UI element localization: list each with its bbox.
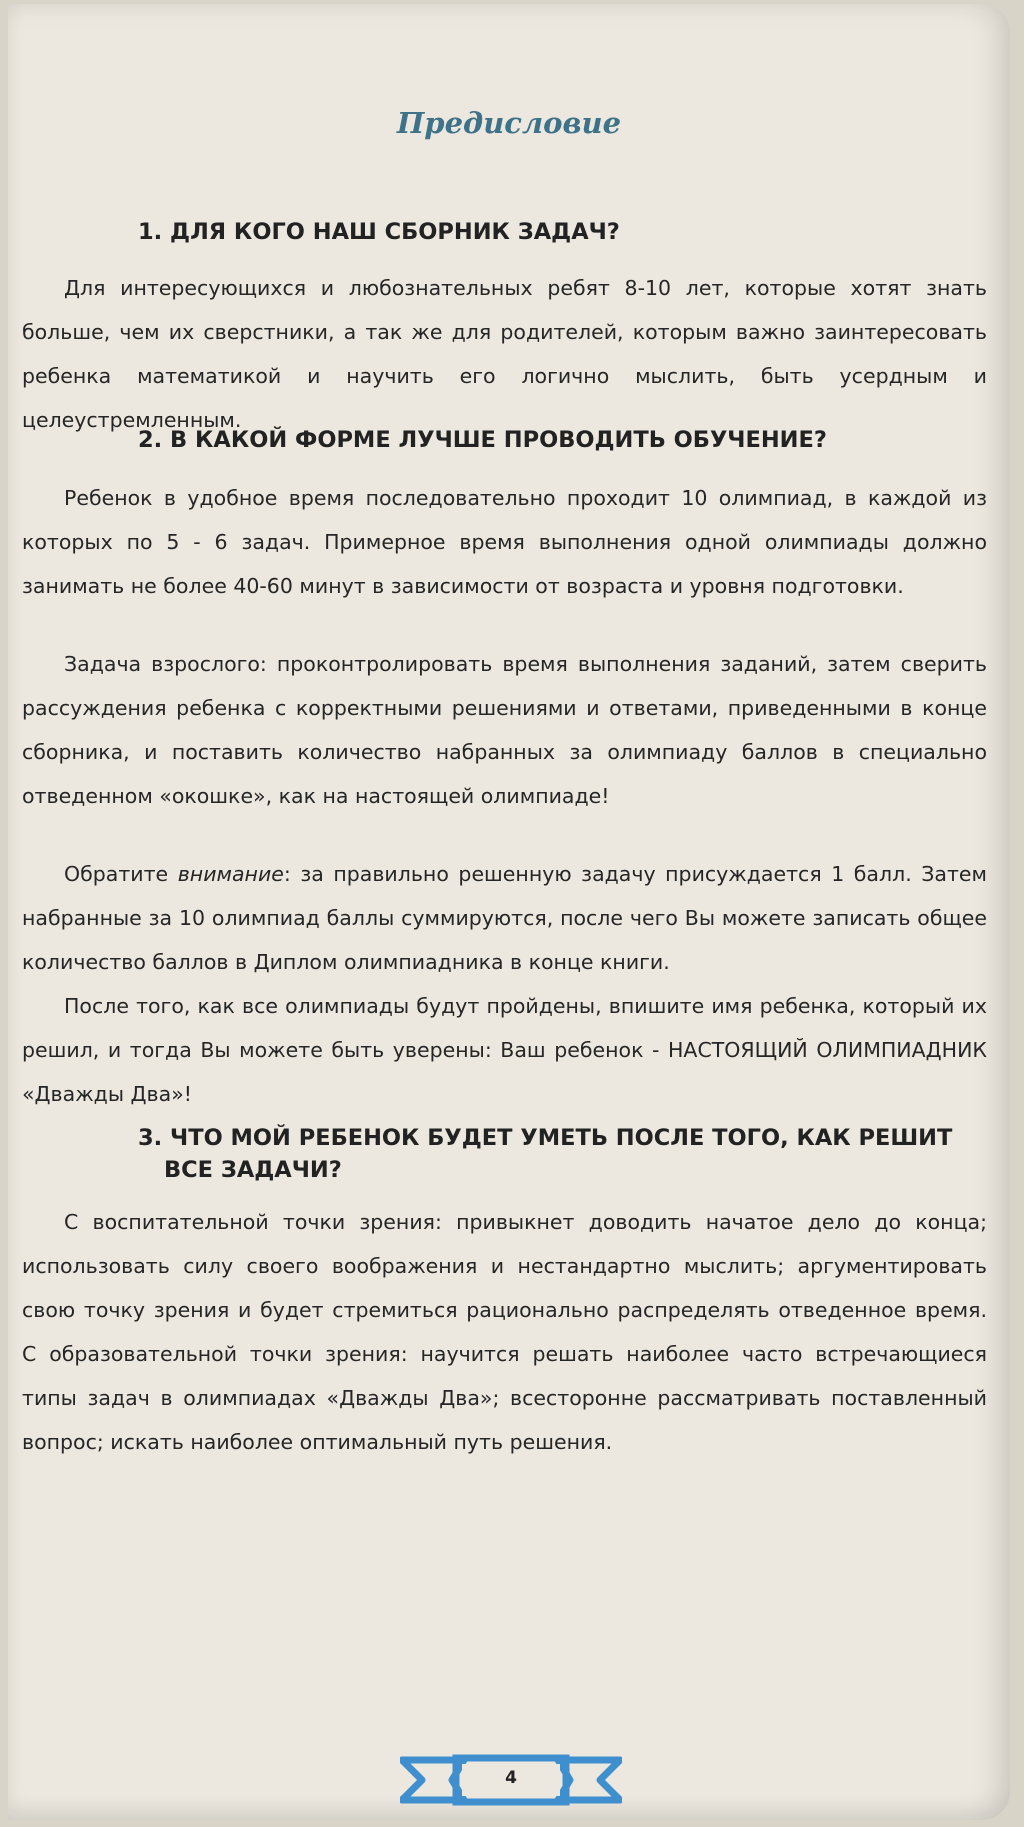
paragraph3-rest: : за правильно решенную задачу присуждается 1 балл. Затем набранные за 10 олимпиад баллы суммируются, после чего Вы можете записать общее количество баллов в Диплом олимпиадника в конце книги. <box>22 862 987 974</box>
attention-word: внимание <box>177 862 284 886</box>
paragraph3-intro: Обратите <box>64 862 178 886</box>
page-title: Предисловие <box>396 106 622 140</box>
section2-paragraph4: После того, как все олимпиады будут пройдены, впишите имя ребенка, который их решил, и тогда Вы можете быть уверены: Ваш ребенок - НАСТОЯЩИЙ ОЛИМПИАДНИК «Дважды Два»! <box>22 994 987 1106</box>
section3-heading-line1: 3. ЧТО МОЙ РЕБЕНОК БУДЕТ УМЕТЬ ПОСЛЕ ТОГО, КАК РЕШИТ <box>138 1125 953 1151</box>
book-page <box>8 4 1010 1820</box>
section3-heading-line2: ВСЕ ЗАДАЧИ? <box>164 1157 342 1183</box>
section3-paragraph: С воспитательной точки зрения: привыкнет доводить начатое дело до конца; использовать силу своего воображения и нестандартно мыслить; аргументировать свою точку зрения и будет стремиться рационально распределять отведенное время. С образовательной точки зрения: научится решать наиболее часто встречающиеся типы задач в олимпиадах «Дважды Два»; всесторонне рассматривать поставленный вопрос; искать наиболее оптимальный путь решения. <box>22 1210 987 1454</box>
section3-heading <box>138 1122 952 1186</box>
section2-paragraph2: Задача взрослого: проконтролировать время выполнения заданий, затем сверить рассуждения ребенка с корректными решениями и ответами, приведенными в конце сборника, и поставить количество набранных за олимпиаду баллов в специально отведенном «окошке», как на настоящей олимпиаде! <box>22 652 987 808</box>
section1-heading: 1. ДЛЯ КОГО НАШ СБОРНИК ЗАДАЧ? <box>138 219 620 245</box>
section1-paragraph: Для интересующихся и любознательных ребят 8-10 лет, которые хотят знать больше, чем их сверстники, а так же для родителей, которым важно заинтересовать ребенка математикой и научить его логично мыслить, быть усердным и целеустремленным. <box>22 276 987 432</box>
page-number: 4 <box>505 1768 517 1788</box>
page-number-ribbon <box>400 1754 622 1806</box>
section2-heading: 2. В КАКОЙ ФОРМЕ ЛУЧШЕ ПРОВОДИТЬ ОБУЧЕНИЕ? <box>138 427 827 453</box>
section2-paragraph3 <box>22 852 987 984</box>
section2-paragraph1: Ребенок в удобное время последовательно проходит 10 олимпиад, в каждой из которых по 5 - 6 задач. Примерное время выполнения одной олимпиады должно занимать не более 40-60 минут в зависимости от возраста и уровня подготовки. <box>22 486 987 598</box>
